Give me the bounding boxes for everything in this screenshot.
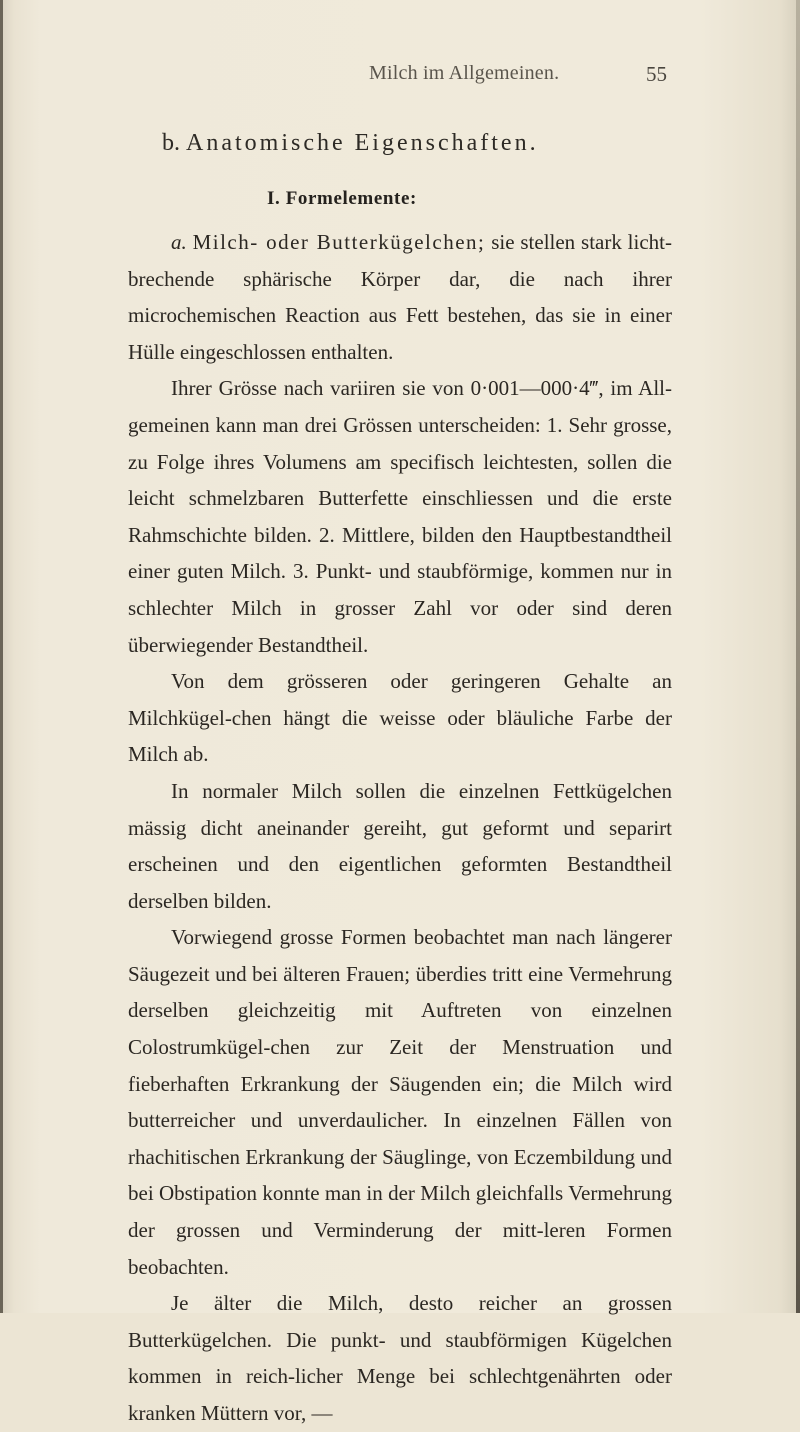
paragraph-2: Ihrer Grösse nach variiren sie von 0·001—000·4‴, im All-gemeinen kann man drei Grössen unterscheiden: 1. Sehr grosse, zu Folge ihres Volumens am specifisch leichtesten, sollen die leicht schmelzbaren Butterfette einschliessen und die erste Rahmschichte bilden. 2. Mittlere, bilden den Hauptbestandtheil einer guten Milch. 3. Punkt- und staubförmige, kommen nur in schlechter Milch in grosser Zahl vor oder sind deren überwiegender Bestandtheil. [128,376,672,657]
subsection-heading: I. Formelemente: [267,188,417,209]
section-heading [162,130,539,157]
page-left-edge [0,0,3,1313]
running-head [0,62,800,92]
paragraph-4: In normaler Milch sollen die einzelnen Fettkügelchen mässig dicht aneinander gereiht, gut geformt und separirt erscheinen und den eigentlichen geformten Bestandtheil derselben bilden. [128,778,672,913]
page-number: 55 [646,62,667,86]
paragraph-5: Vorwiegend grosse Formen beobachtet man nach längerer Säugezeit und bei älteren Frauen; überdies tritt eine Vermehrung derselben gleichzeitig mit Auftreten von einzelnen Colostrumkügel-chen zur Zeit der Menstruation und fieberhaften Erkrankung der Säugenden ein; die Milch wird butterreicher und unverdaulicher. In einzelnen Fällen von rhachitischen Erkrankung der Säuglinge, von Eczembildung und bei Obstipation konnte man in der Milch gleichfalls Vermehrung der grossen und Verminderung der mitt-leren Formen beobachten. [128,925,672,1279]
paragraph-3: Von dem grösseren oder geringeren Gehalte an Milchkügel-chen hängt die weisse oder bläuliche Farbe der Milch ab. [128,669,672,767]
running-title: Milch im Allgemeinen. [369,62,560,84]
section-label: b. [162,130,180,156]
paragraph-6: Je älter die Milch, desto reicher an grossen Butterkügelchen. Die punkt- und staubförmigen Kügelchen kommen in reich-licher Menge bei schlechtgenährten oder kranken Müttern vor, — [128,1291,672,1425]
paragraph-marker: a. [171,230,187,254]
paragraph-1 [128,224,672,370]
page-right-edge [796,0,800,1313]
paragraph-1-text: sie stellen stark licht-brechende sphärische Körper dar, die nach ihrer microchemischen Reaction aus Fett bestehen, das sie in einer Hülle eingeschlossen enthalten. [128,230,672,364]
section-title: Anatomische Eigenschaften. [186,130,539,156]
body-text [128,224,672,1432]
paragraph-term: Milch- oder Butterkügelchen; [192,230,486,254]
